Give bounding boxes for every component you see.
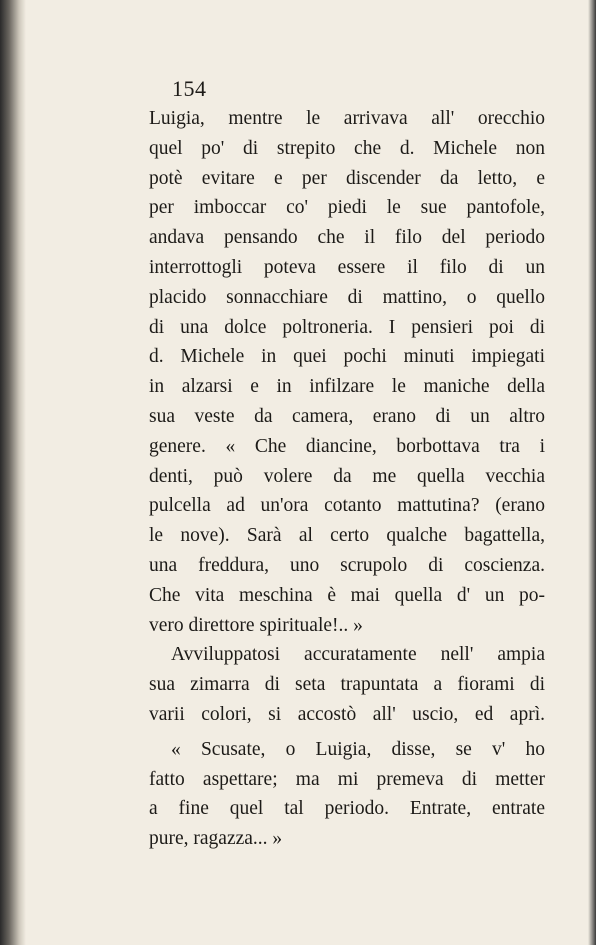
text-line: genere. « Che diancine, borbottava tra i [149,435,545,457]
text-line: a fine quel tal periodo. Entrate, entrate [149,798,545,820]
text-line: Luigia, mentre le arrivava all' orecchio [149,108,545,129]
text-line: varii colori, si accostò all' uscio, ed aprì. [149,703,545,725]
text-line: interrottogli poteva essere il filo di un [149,256,545,278]
page-edge-shadow [588,0,596,945]
text-line: d. Michele in quei pochi minuti impiegati [149,346,545,368]
text-line: denti, può volere da me quella vecchia [149,465,545,487]
text-line: sua veste da camera, erano di un altro [149,405,545,427]
text-line: per imboccar co' piedi le sue pantofole, [149,197,545,219]
page-number: 154 [172,76,207,101]
text-line: pure, ragazza... » [149,828,283,850]
text-line: pulcella ad un'ora cotanto mattutina? (erano [149,495,545,517]
text-line: fatto aspettare; ma mi premeva di metter [149,768,545,790]
text-line: placido sonnacchiare di mattino, o quello [149,286,545,308]
text-line: sua zimarra di seta trapuntata a fiorami di [149,674,545,696]
text-line: in alzarsi e in infilzare le maniche della [149,376,545,398]
body-text [149,104,545,854]
text-line: una freddura, uno scrupolo di coscienza. [149,554,545,576]
text-line: Avviluppatosi accuratamente nell' ampia [171,644,545,666]
text-line: di una dolce poltroneria. I pensieri poi di [149,316,545,338]
text-line: potè evitare e per discender da letto, e [149,167,545,189]
text-line: quel po' di strepito che d. Michele non [149,137,545,159]
text-line: vero direttore spirituale!.. » [149,614,363,636]
text-line: andava pensando che il filo del periodo [149,227,545,249]
text-line: Che vita meschina è mai quella d' un po- [149,584,545,606]
text-line: le nove). Sarà al certo qualche bagattella, [149,525,545,547]
binding-gutter-shadow [0,0,26,945]
text-line: « Scusate, o Luigia, disse, se v' ho [171,738,545,760]
